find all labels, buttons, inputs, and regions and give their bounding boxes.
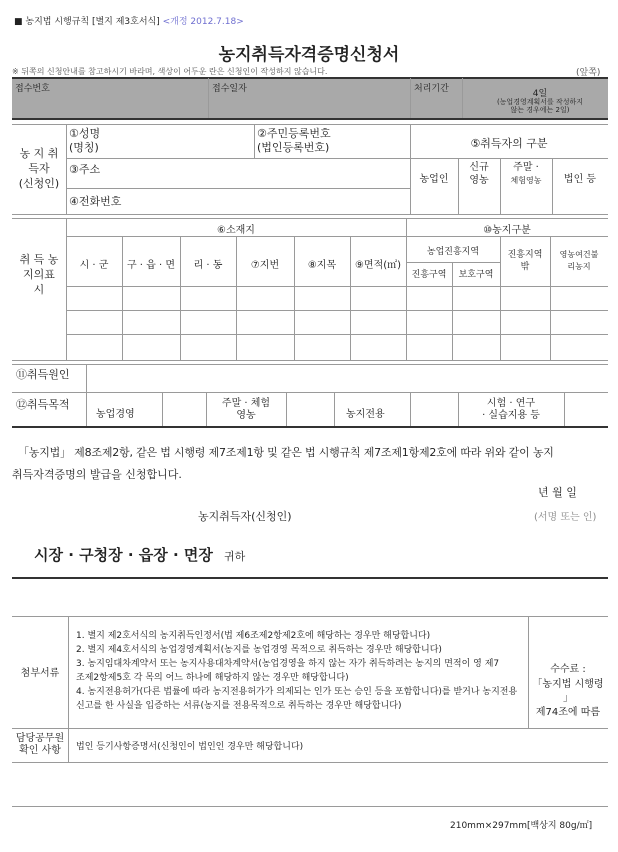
rule-h [66, 236, 608, 237]
rule-v [552, 158, 553, 214]
attachment-item: 4. 농지전용허가(다른 법률에 따라 농지전용허가가 의제되는 인가 또는 승인 등을 포함합니다)를 받거나 농지전용 [76, 687, 518, 697]
label-line: 시험 · 연구 [486, 398, 536, 409]
label-line: 취 득 농 [19, 253, 59, 266]
rule-v [462, 78, 463, 118]
acquisition-purpose-label: ⑫취득목적 [16, 398, 70, 411]
rule-thick [12, 426, 608, 428]
rule-top [12, 77, 608, 79]
land-section-label [12, 252, 66, 297]
rule-h [12, 728, 608, 729]
attachment-item: 신고를 한 사실을 입증하는 서류(농지를 전용목적으로 취득하는 경우만 해당합니다) [76, 701, 402, 711]
purpose-research[interactable] [458, 398, 564, 422]
column-district-town: 구 · 읍 · 면 [126, 260, 176, 271]
poor-condition-farmland-label [550, 249, 608, 273]
rule-h [12, 616, 608, 617]
statement-line1: 「농지법」 제8조제2항, 같은 법 시행령 제7조제1항 및 같은 법 시행규칙 제7조제1항제2호에 따라 위와 같이 농지 [18, 446, 554, 459]
name-sub-label: (명칭) [69, 141, 99, 154]
rrn-sub-label: (법인등록번호) [257, 141, 330, 154]
processing-days: 4일 [532, 89, 548, 99]
label-line: 밖 [520, 262, 530, 272]
recipient-honorific: 귀하 [223, 550, 246, 563]
rule-h [12, 214, 608, 215]
label-line: 진흥지역 [507, 250, 543, 260]
protection-zone-label: 보호구역 [458, 270, 494, 280]
rule-v [162, 392, 163, 426]
category-corporation[interactable]: 법인 등 [563, 174, 597, 185]
category-new-farming[interactable] [458, 161, 500, 187]
form-regulation-header [14, 14, 244, 27]
rule-h [12, 392, 608, 393]
purpose-weekend-experience[interactable] [206, 398, 286, 422]
column-lot-number: ⑦지번 [250, 260, 280, 271]
location-label: ⑥소재지 [217, 225, 255, 236]
rule-v [68, 616, 69, 728]
acquisition-cause-label: ⑪취득원인 [16, 368, 70, 381]
signature-or-seal[interactable]: (서명 또는 인) [534, 512, 597, 523]
category-weekend-farming[interactable] [500, 161, 552, 187]
column-city-county: 시 · 군 [79, 260, 109, 271]
label-line: 「농지법 시행령 [532, 679, 604, 690]
rule-v [86, 392, 87, 426]
rule-h [12, 218, 608, 219]
rule-v [286, 392, 287, 426]
farmland-zone-label: ⑩농지구분 [483, 225, 531, 236]
label-line: · 실습지용 등 [482, 410, 540, 421]
label-line: 득자 [28, 162, 50, 175]
purpose-farm-management[interactable]: 농업경영 [96, 409, 135, 420]
rule-h [66, 158, 608, 159]
header-amendment-date: <개정 2012.7.18> [162, 17, 244, 27]
attachment-item: 3. 농지임대차계약서 또는 농지사용대차계약서(농업경영을 하지 않는 자가 취득하려는 농지의 면적이 영 제7 [76, 659, 500, 669]
rule-v [66, 124, 67, 214]
receipt-number-label: 접수번호 [15, 84, 50, 94]
category-farmer[interactable]: 농업인 [419, 174, 449, 185]
receipt-date-label: 접수일자 [212, 84, 247, 94]
official-check-label [12, 733, 68, 757]
rule-h [66, 188, 410, 189]
land-entry-rows[interactable] [66, 287, 608, 359]
rrn-label: ②주민등록번호 [257, 127, 331, 140]
label-line: 주말 · 체험 [221, 398, 271, 409]
rule-v [254, 124, 255, 158]
rule-h [12, 762, 608, 763]
promotion-zone-label: 진흥구역 [411, 270, 447, 280]
rule-v [208, 78, 209, 118]
processing-period-label: 처리기간 [414, 84, 449, 94]
acquisition-cause-input[interactable] [87, 365, 607, 391]
column-land-category: ⑧지목 [307, 260, 337, 271]
rule-h [406, 262, 500, 263]
rule-v [410, 78, 411, 118]
processing-days-note1: (농업경영계획서를 작성하지 [496, 98, 584, 106]
fee-basis [528, 678, 608, 720]
attachment-item: 2. 별지 제4호서식의 농업경영계획서(농지를 농업경영 목적으로 취득하는 경우만 해당합니다) [76, 645, 442, 655]
label-line: 지의표 [23, 268, 55, 281]
recipient [34, 544, 245, 565]
rule-v [410, 392, 411, 426]
rule-v [68, 728, 69, 762]
label-line: 농 지 취 [19, 147, 59, 160]
name-field[interactable] [69, 127, 100, 155]
paper-spec: 210mm×297mm[백상지 80g/㎡] [450, 821, 593, 831]
form-title: 농지취득자격증명신청서 [218, 45, 400, 65]
header-bullet: ■ [14, 17, 23, 27]
purpose-conversion[interactable]: 농지전용 [346, 409, 385, 420]
attachment-item: 조제2항제5호 각 목의 어느 하나에 해당하지 않는 경우만 해당합니다) [76, 673, 349, 683]
registration-number-field[interactable] [257, 127, 331, 155]
rule-thick [12, 118, 608, 120]
rule-h [12, 360, 608, 361]
label-line: 영농 [236, 410, 256, 421]
statement-line2: 취득자격증명의 발급을 신청합니다. [12, 468, 182, 481]
label-line: 체험영농 [510, 176, 542, 185]
application-date[interactable]: 년 월 일 [538, 486, 577, 499]
applicant-signature-label: 농지취득자(신청인) [198, 510, 292, 523]
recipient-officials: 시장 · 구청장 · 읍장 · 면장 [34, 546, 213, 564]
label-line: 영농 [469, 175, 489, 186]
page-side-label: (앞쪽) [576, 68, 601, 78]
official-check-content: 법인 등기사항증명서(신청인이 법인인 경우만 해당합니다) [76, 742, 304, 752]
promotion-area-label: 농업진흥지역 [426, 247, 480, 257]
attachments-list [76, 629, 517, 713]
acquirer-category-label: ⑤취득자의 구분 [470, 137, 548, 150]
label-line: 신규 [469, 162, 489, 173]
rule-h [12, 124, 608, 125]
rule-h [12, 806, 608, 807]
phone-field[interactable]: ④전화번호 [69, 195, 122, 208]
attachment-item: 1. 별지 제2호서식의 농지취득인정서(법 제6조제2항제2호에 해당하는 경우만 해당합니다) [76, 631, 431, 641]
label-line: 제74조에 따름 [535, 707, 601, 718]
name-label: ①성명 [69, 127, 101, 140]
form-notice: ※ 뒤쪽의 신청안내를 참고하시기 바라며, 색상이 어두운 란은 신청인이 작성하지 않습니다. [12, 67, 328, 76]
rule-thick [12, 577, 608, 579]
address-field[interactable]: ③주소 [69, 163, 101, 176]
label-line: 영농여건불 [559, 250, 599, 259]
label-line: 확인 사항 [19, 745, 61, 756]
rule-v [564, 392, 565, 426]
label-line: 시 [33, 283, 45, 296]
header-regulation: 농지법 시행규칙 [별지 제3호서식] [25, 17, 160, 27]
attachments-label: 첨부서류 [20, 668, 60, 679]
label-line: 」 [563, 693, 573, 704]
applicant-section-label [12, 146, 66, 191]
label-line: 주말 · [513, 162, 539, 173]
label-line: 리농지 [567, 262, 591, 271]
fee-label: 수수료 : [550, 664, 586, 675]
label-line: (신청인) [18, 177, 60, 190]
rule-v [334, 392, 335, 426]
column-area: ⑨면적(㎡) [354, 260, 402, 271]
label-line: 담당공무원 [15, 733, 65, 744]
outside-promotion-label [500, 249, 550, 273]
column-village: 리 · 동 [193, 260, 223, 271]
processing-days-note2: 않는 경우에는 2일) [510, 106, 570, 114]
